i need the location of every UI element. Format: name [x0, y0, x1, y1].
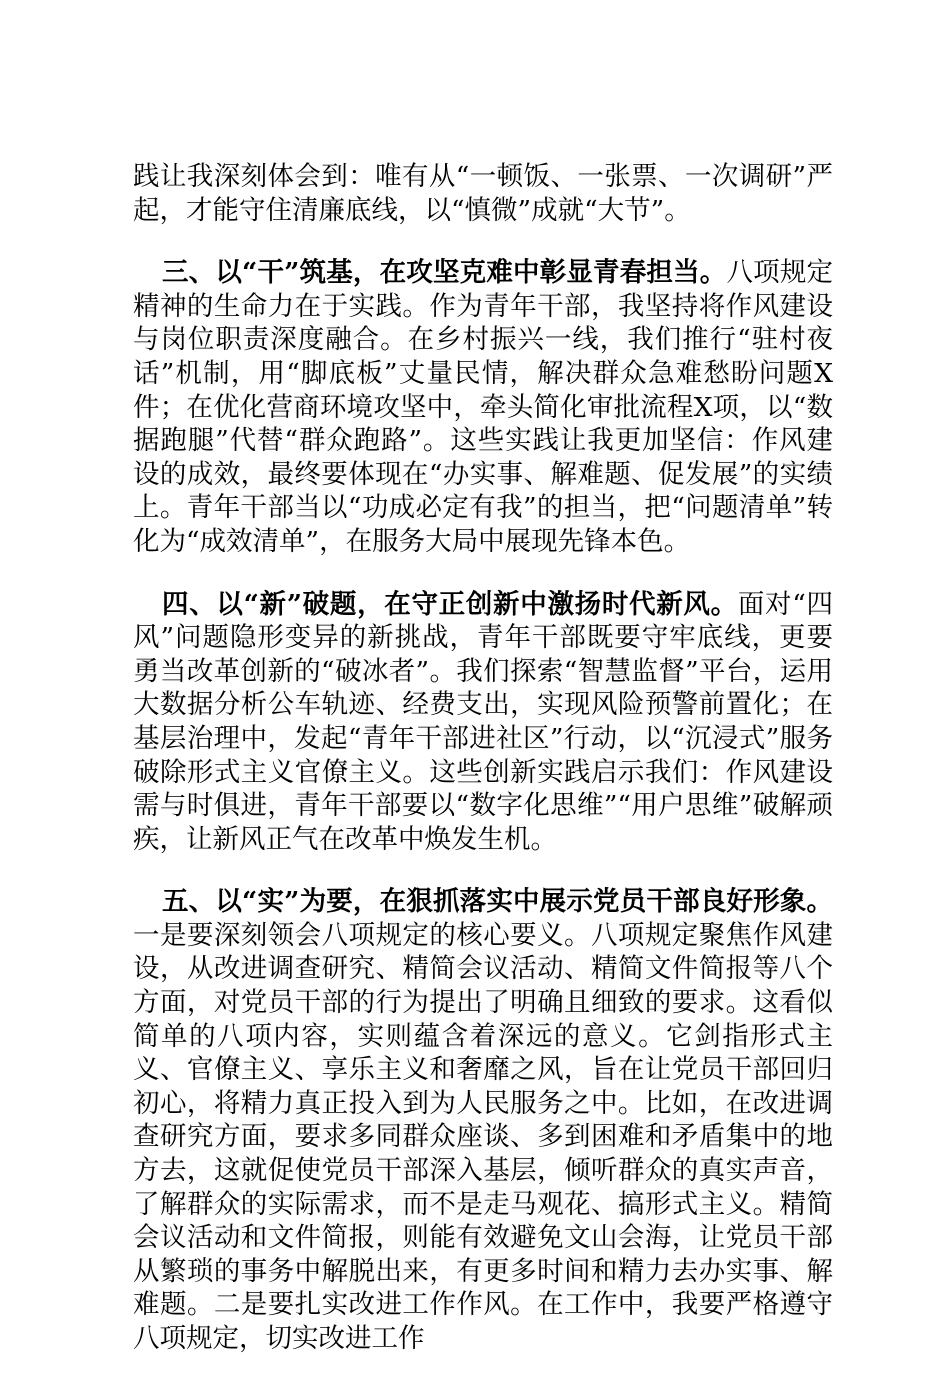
paragraph-continuation	[133, 160, 833, 227]
paragraph-body: 践让我深刻体会到：唯有从“一顿饭、一张票、一次调研”严起，才能守住清廉底线，以“慎微”成就“大节”。	[133, 161, 833, 226]
paragraph-body: 八项规定精神的生命力在于实践。作为青年干部，我坚持将作风建设与岗位职责深度融合。在乡村振兴一线，我们推行“驻村夜话”机制，用“脚底板”丈量民情，解决群众急难愁盼问题X件；在优化营商环境攻坚中，牵头简化审批流程X项，以“数据跑腿”代替“群众跑路”。这些实践让我更加坚信：作风建设的成效，最终要体现在“办实事、解难题、促发展”的实绩上。青年干部当以“功成必定有我”的担当，把“问题清单”转化为“成效清单”，在服务大局中展现先锋本色。	[133, 257, 833, 557]
paragraph-body: 一是要深刻领会八项规定的核心要义。八项规定聚焦作风建设，从改进调查研究、精简会议活动、精简文件简报等八个方面，对党员干部的行为提出了明确且细致的要求。这看似简单的八项内容，实则蕴含着深远的意义。它剑指形式主义、官僚主义、享乐主义和奢靡之风，旨在让党员干部回归初心，将精力真正投入到为人民服务之中。比如，在改进调查研究方面，要求多同群众座谈、多到困难和矛盾集中的地方去，这就促使党员干部深入基层，倾听群众的真实声音，了解群众的实际需求，而不是走马观花、搞形式主义。精简会议活动和文件简报，则能有效避免文山会海，让党员干部从繁琐的事务中解脱出来，有更多时间和精力去办实事、解难题。二是要扎实改进工作作风。在工作中，我要严格遵守八项规定，切实改进工作	[133, 919, 833, 1354]
paragraph-section-5	[133, 885, 833, 1355]
paragraph-section-4	[133, 588, 833, 857]
paragraph-section-3	[133, 256, 833, 558]
document-page	[133, 160, 833, 1385]
paragraph-body: 面对“四风”问题隐形变异的新挑战，青年干部既要守牢底线，更要勇当改革创新的“破冰者”。我们探索“智慧监督”平台，运用大数据分析公车轨迹、经费支出，实现风险预警前置化；在基层治理中，发起“青年干部进社区”行动，以“沉浸式”服务破除形式主义官僚主义。这些创新实践启示我们：作风建设需与时俱进，青年干部要以“数字化思维”“用户思维”破解顽疾，让新风正气在改革中焕发生机。	[133, 588, 833, 855]
section-heading: 三、以“干”筑基，在攻坚克难中彰显青春担当。	[162, 257, 727, 289]
section-heading: 五、以“实”为要，在狠抓落实中展示党员干部良好形象。	[162, 886, 833, 918]
section-heading: 四、以“新”破题，在守正创新中激扬时代新风。	[162, 588, 738, 620]
